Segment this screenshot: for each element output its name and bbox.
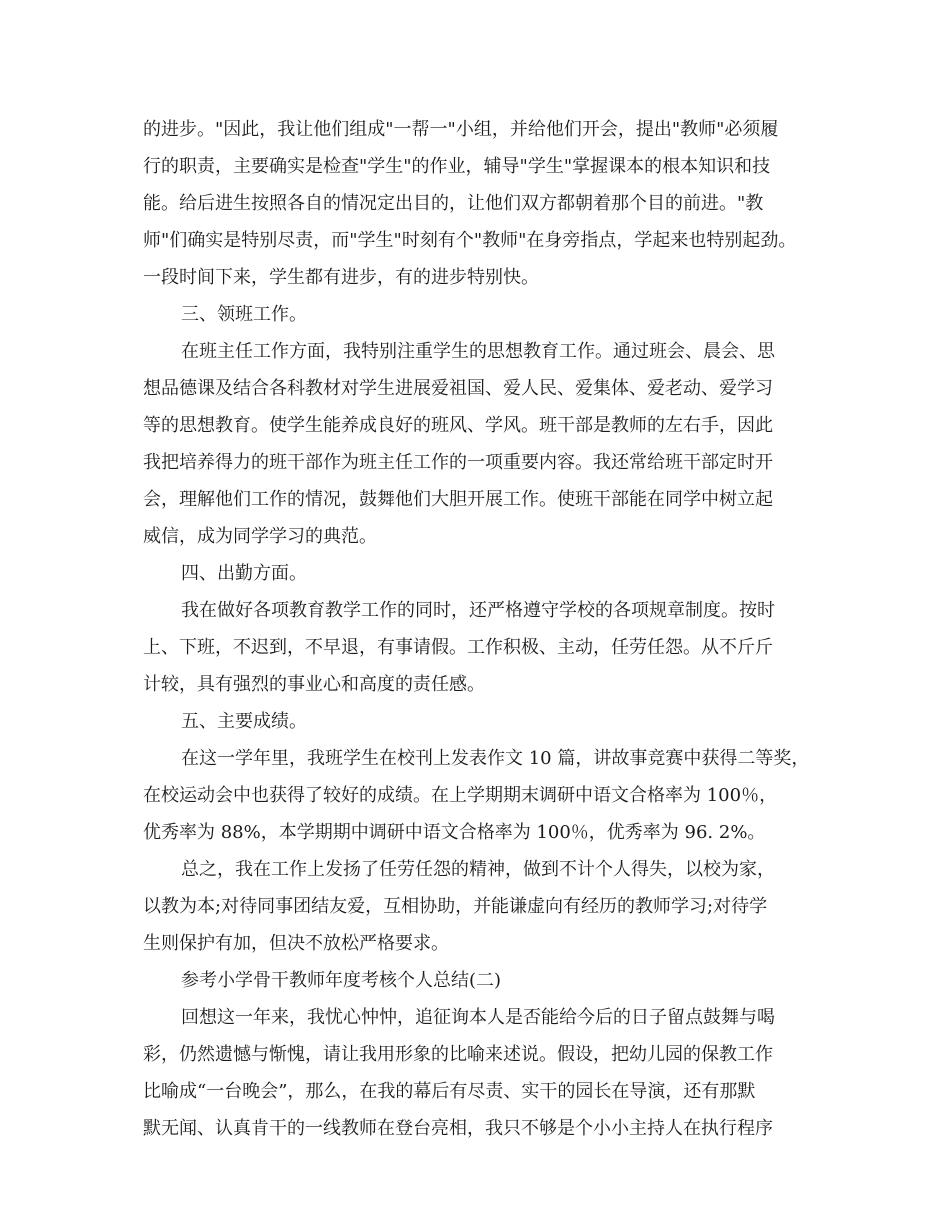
body-text-line: 的进步。"因此，我让他们组成"一帮一"小组，并给他们开会，提出"教师"必须履	[143, 119, 779, 140]
body-text-line: 会，理解他们工作的情况，鼓舞他们大胆开展工作。使班干部能在同学中树立起	[143, 489, 773, 510]
body-text-line: 等的思想教育。使学生能养成良好的班风、学风。班干部是教师的左右手，因此	[143, 415, 773, 436]
body-text-line: 在校运动会中也获得了较好的成绩。在上学期期末调研中语文合格率为 100％，	[143, 785, 778, 806]
section-heading: 四、出勤方面。	[181, 563, 307, 584]
body-text-line: 在这一学年里，我班学生在校刊上发表作文 10 篇，讲故事竞赛中获得二等奖，	[181, 748, 810, 769]
body-text-line: 在班主任工作方面，我特别注重学生的思想教育工作。通过班会、晨会、思	[181, 341, 775, 362]
body-text-line: 彩，仍然遗憾与惭愧，请让我用形象的比喻来述说。假设，把幼儿园的保教工作	[143, 1044, 773, 1065]
section-heading: 参考小学骨干教师年度考核个人总结(二)	[181, 970, 502, 991]
body-text-line: 师"们确实是特别尽责，而"学生"时刻有个"教师"在身旁指点，学起来也特别起劲。	[143, 230, 797, 251]
section-heading: 三、领班工作。	[181, 304, 307, 325]
body-text-line: 默无闻、认真肯干的一线教师在登台亮相，我只不够是个小小主持人在执行程序	[143, 1118, 773, 1139]
body-text-line: 威信，成为同学学习的典范。	[143, 526, 377, 547]
body-text-line: 上、下班，不迟到，不早退，有事请假。工作积极、主动，任劳任怨。从不斤斤	[143, 637, 773, 658]
body-text-line: 计较，具有强烈的事业心和高度的责任感。	[143, 674, 485, 695]
body-text-line: 我把培养得力的班干部作为班主任工作的一项重要内容。我还常给班干部定时开	[143, 452, 773, 473]
body-text-line: 行的职责，主要确实是检查"学生"的作业，辅导"学生"掌握课本的根本知识和技	[143, 156, 771, 177]
body-text-line: 能。给后进生按照各自的情况定出目的，让他们双方都朝着那个目的前进。"教	[143, 193, 764, 214]
body-text-line: 总之，我在工作上发扬了任劳任怨的精神，做到不计个人得失，以校为家，	[181, 859, 775, 880]
section-heading: 五、主要成绩。	[181, 711, 307, 732]
body-text-line: 优秀率为 88%，本学期期中调研中语文合格率为 100％，优秀率为 96. 2%。	[143, 822, 766, 843]
body-text-line: 一段时间下来，学生都有进步，有的进步特别快。	[143, 267, 539, 288]
body-text-line: 想品德课及结合各科教材对学生进展爱祖国、爱人民、爱集体、爱老动、爱学习	[143, 378, 773, 399]
body-text-line: 以教为本;对待同事团结友爱，互相协助，并能谦虚向有经历的教师学习;对待学	[143, 896, 768, 917]
body-text-line: 比喻成“一台晚会”，那么，在我的幕后有尽责、实干的园长在导演，还有那默	[143, 1081, 756, 1102]
body-text-line: 回想这一年来，我忧心忡忡，追征询本人是否能给今后的日子留点鼓舞与喝	[181, 1007, 775, 1028]
body-text-line: 我在做好各项教育教学工作的同时，还严格遵守学校的各项规章制度。按时	[181, 600, 775, 621]
body-text-line: 生则保护有加，但决不放松严格要求。	[143, 933, 449, 954]
